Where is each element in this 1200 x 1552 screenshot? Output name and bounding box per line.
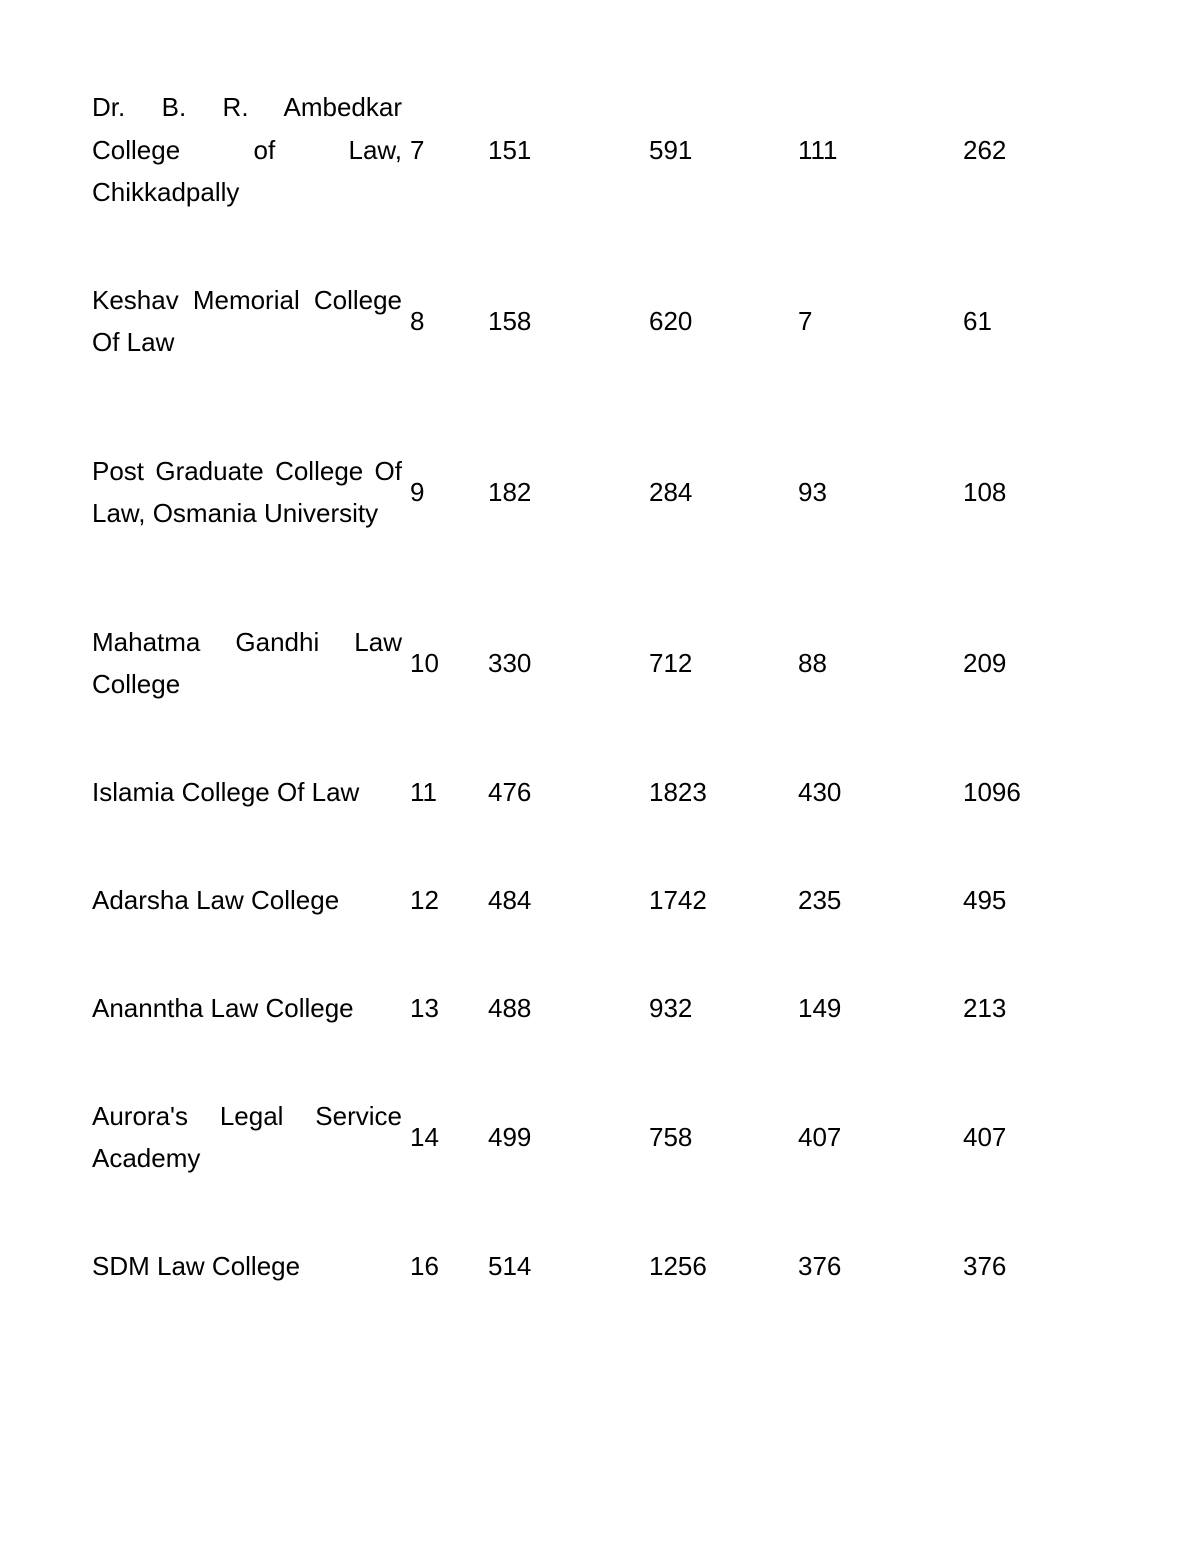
college-name: Dr. B. R. Ambedkar College of Law, Chikkadpally <box>92 92 402 208</box>
value-cell: 712 <box>649 647 693 678</box>
college-name: Adarsha Law College <box>92 884 340 915</box>
value-cell: 209 <box>963 647 1007 678</box>
value-cell: 61 <box>963 305 992 336</box>
value-cell: 7 <box>798 305 813 336</box>
table-row <box>92 878 1103 922</box>
value-cell: 484 <box>488 884 532 915</box>
value-cell: 1096 <box>963 776 1021 807</box>
value-cell: 488 <box>488 992 532 1023</box>
value-cell: 93 <box>798 476 827 507</box>
college-name: Aurora's Legal Service Academy <box>92 1100 402 1173</box>
value-cell: 111 <box>798 134 838 165</box>
value-cell: 407 <box>798 1121 842 1152</box>
value-cell: 88 <box>798 647 827 678</box>
rank-cell: 9 <box>410 476 425 507</box>
rank-cell: 11 <box>410 776 437 807</box>
rank-cell: 10 <box>410 647 439 678</box>
value-cell: 284 <box>649 476 693 507</box>
value-cell: 1742 <box>649 884 707 915</box>
value-cell: 262 <box>963 134 1007 165</box>
value-cell: 182 <box>488 476 532 507</box>
rank-cell: 12 <box>410 884 439 915</box>
college-name: Ananntha Law College <box>92 992 354 1023</box>
rank-cell: 13 <box>410 992 439 1023</box>
college-name: Islamia College Of Law <box>92 776 360 807</box>
value-cell: 213 <box>963 992 1007 1023</box>
value-cell: 376 <box>798 1250 842 1281</box>
value-cell: 1823 <box>649 776 707 807</box>
table-row <box>92 428 1103 556</box>
table-row <box>92 770 1103 814</box>
value-cell: 514 <box>488 1250 532 1281</box>
college-name: Keshav Memorial College Of Law <box>92 284 402 357</box>
college-table <box>92 86 1103 1288</box>
college-name: SDM Law College <box>92 1250 301 1281</box>
table-row <box>92 86 1103 214</box>
value-cell: 376 <box>963 1250 1007 1281</box>
value-cell: 149 <box>798 992 842 1023</box>
value-cell: 620 <box>649 305 693 336</box>
rank-cell: 8 <box>410 305 425 336</box>
value-cell: 330 <box>488 647 532 678</box>
value-cell: 476 <box>488 776 532 807</box>
value-cell: 758 <box>649 1121 693 1152</box>
table-row <box>92 1094 1103 1180</box>
value-cell: 591 <box>649 134 693 165</box>
rank-cell: 14 <box>410 1121 439 1152</box>
rank-cell: 16 <box>410 1250 439 1281</box>
value-cell: 932 <box>649 992 693 1023</box>
value-cell: 235 <box>798 884 842 915</box>
value-cell: 430 <box>798 776 842 807</box>
value-cell: 1256 <box>649 1250 707 1281</box>
rank-cell: 7 <box>410 134 425 165</box>
value-cell: 407 <box>963 1121 1007 1152</box>
value-cell: 151 <box>488 134 532 165</box>
value-cell: 108 <box>963 476 1007 507</box>
table-row <box>92 1244 1103 1288</box>
table-row <box>92 278 1103 364</box>
college-name: Post Graduate College Of Law, Osmania University <box>92 455 402 528</box>
value-cell: 158 <box>488 305 532 336</box>
table-row <box>92 986 1103 1030</box>
value-cell: 499 <box>488 1121 532 1152</box>
value-cell: 495 <box>963 884 1007 915</box>
table-row <box>92 620 1103 706</box>
college-name: Mahatma Gandhi Law College <box>92 626 402 699</box>
